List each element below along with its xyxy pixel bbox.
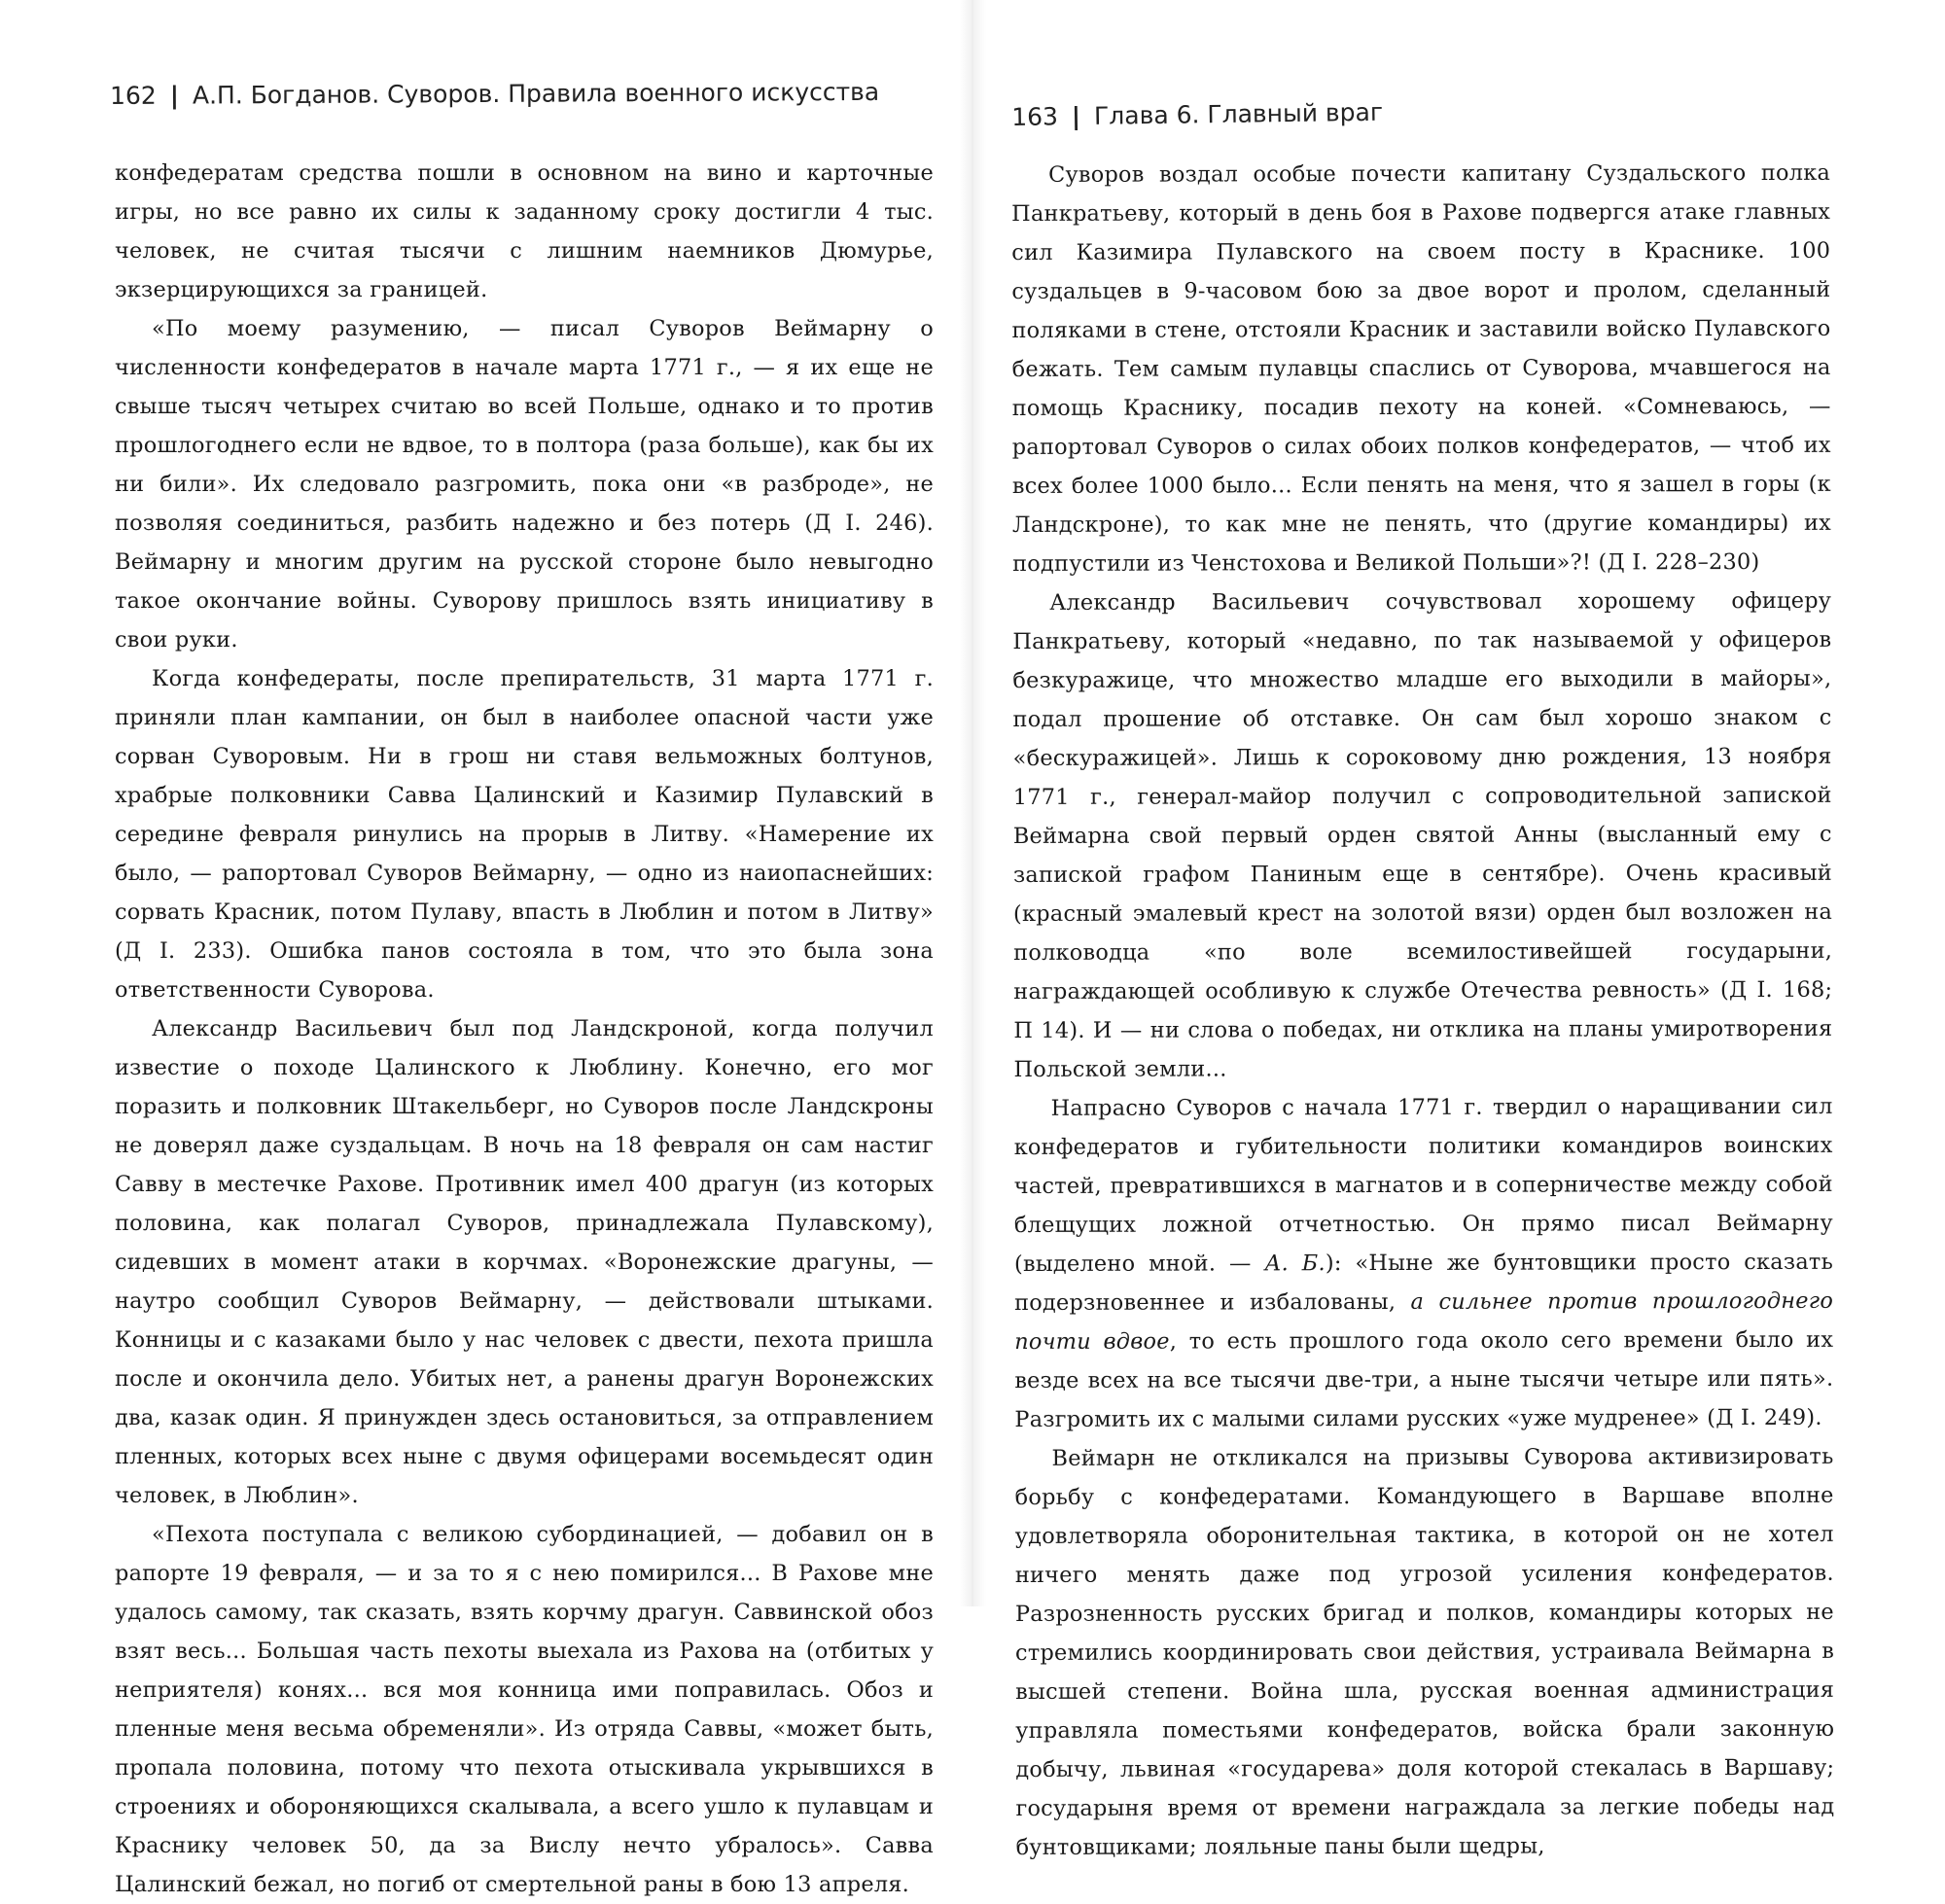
running-title: Глава 6. Главный враг	[1093, 97, 1384, 130]
emphasized-quote: а сильнее против прошлогоднего почти вдвое	[1014, 1287, 1834, 1355]
paragraph: Когда конфедераты, после препирательств, 31 марта 1771 г. приняли план кампании, он был в наиболее опасной части уже сорван Суворовым. Ни в грош ни ставя вельможных болтунов, храбрые полковники Савва Цалинский и Казимир Пулавский в середине февраля ринулись на прорыв в Литву. «Намерение их было, — рапортовал Суворов Веймарну, — одно из наиопаснейших: сорвать Красник, потом Пулаву, впасть в Люблин и потом в Литву» (Д I. 233). Ошибка панов состояла в том, что это была зона ответственности Суворова.	[115, 666, 934, 1003]
paragraph: Веймарн не откликался на призывы Суворова активизировать борьбу с конфедератами. Командующего в Варшаве вполне удовлетворяла оборонительная тактика, в которой он не хотел ничего менять даже под угрозой усиления конфедератов. Разрозненность русских бригад и полков, командиры которых не стремились координировать свои действия, устраивала Веймарна в высшей степени. Война шла, русская военная администрация управляла поместьями конфедератов, войска брали законную добычу, львиная «государева» доля которой стекалась в Варшаву; государыня время от времени награждала за легкие победы над бунтовщиками; лояльные паны были щедры,	[1014, 1443, 1835, 1860]
text-run: ): «Ныне же бунтовщики просто сказать подерзновеннее и избалованы,	[1014, 1249, 1834, 1316]
author-initials: А. Б.	[1264, 1251, 1326, 1277]
paragraph: «По моему разумению, — писал Суворов Веймарну о численности конфедератов в начале марта 1771 г., — я их еще не свыше тысяч четырех считаю во всей Польше, однако и то против прошлогоднего если не вдвое, то в полтора (раза больше), как бы их ни били». Их следовало разгромить, пока они «в разброде», не позволяя соединиться, разбить надежно и без потерь (Д I. 246). Веймарну и многим другим на русской стороне было невыгодно такое окончание войны. Суворову пришлось взять инициативу в свои руки.	[115, 316, 934, 652]
paragraph: Александр Васильевич сочувствовал хорошему офицеру Панкратьеву, который «недавно, по так называемой у офицеров безкуражице, что множество младше его выходили в майоры», подал прошение об отставке. Он сам был хорошо знаком с «бескуражицей». Лишь к сороковому дню рождения, 13 ноября 1771 г., генерал-майор получил с сопроводительной запиской Веймарна свой первый орден святой Анны (высланный ему с запиской графом Паниным еще в сентябре). Очень красивый (красный эмалевый крест на золотой вязи) орден был возложен на полководца «по воле всемилостивейшей государыни, награждающей особливую к службе Отечества ревность» (Д I. 168; П 14). И — ни слова о победах, ни отклика на планы умиротворения Польской земли...	[1012, 587, 1833, 1082]
header-separator: |	[1071, 102, 1081, 131]
running-title: А.П. Богданов. Суворов. Правила военного искусства	[192, 77, 880, 110]
page-number: 162	[110, 81, 157, 110]
paragraph: Александр Васильевич был под Ландскроной, когда получил известие о походе Цалинского к Люблину. Конечно, его мог поразить и полковник Штакельберг, но Суворов после Ландскроны не доверял даже суздальцам. В ночь на 18 февраля он сам настиг Савву в местечке Рахове. Противник имел 400 драгун (из которых половина, как полагал Суворов, принадлежала Пулавскому), сидевших в момент атаки в корчмах. «Воронежские драгуны, — наутро сообщил Суворов Веймарну, — действовали штыками. Конницы и с казаками было у нас человек с двести, пехота пришла после и окончила дело. Убитых нет, а ранены драгун Воронежских два, казак один. Я принужден здесь остановиться, за отправлением пленных, которых всех ныне с двумя офицерами восемьдесят один человек, в Люблин».	[115, 1016, 934, 1508]
page-number: 163	[1011, 102, 1059, 131]
text-run: , то есть прошлого года около сего времени было их везде всех на все тысячи две-три, а ныне тысячи четыре или пять». Разгромить их с малыми силами русских «уже мудренее» (Д I. 249).	[1014, 1326, 1834, 1432]
header-separator: |	[169, 81, 180, 110]
right-page	[972, 0, 1945, 1860]
paragraph: «Пехота поступала с великою субординацией, — добавил он в рапорте 19 февраля, — и за то я с нею помирился... В Рахове мне удалось самому, так сказать, взять корчму драгун. Саввинской обоз взят весь... Большая часть пехоты выехала из Рахова на (отбитых у неприятеля) конях... вся моя конница ими поправилась. Обоз и пленные меня весьма обременяли». Из отряда Саввы, «может быть, пропала половина, потому что пехота отыскивала укрывшихся в строениях и обороняющихся скалывала, а всего ушло к пулавцам и Краснику человек 50, да за Вислу нечто убралось». Савва Цалинский бежал, но погиб от смертельной раны в бою 13 апреля.	[115, 1522, 934, 1897]
right-running-head	[1011, 98, 1383, 131]
paragraph: конфедератам средства пошли в основном на вино и карточные игры, но все равно их силы к заданному сроку достигли 4 тыс. человек, не считая тысячи с лишним наемников Дюмурье, экзерцирующихся за границей.	[115, 160, 934, 302]
paragraph: Суворов воздал особые почести капитану Суздальского полка Панкратьеву, который в день боя в Рахове подвергся атаке главных сил Казимира Пулавского на своем посту в Краснике. 100 суздальцев в 9-часовом бою за двое ворот и пролом, сделанный поляками в стене, отстояли Красник и заставили войско Пулавского бежать. Тем самым пулавцы спаслись от Суворова, мчавшегося на помощь Краснику, посадив пехоту на коней. «Сомневаюсь, — рапортовал Суворов о силах обоих полков конфедератов, — чтоб их всех более 1000 было... Если пенять на меня, что я зашел в горы (к Ландскроне), то как мне не пенять, что (другие командиры) их подпустили из Ченстохова и Великой Польши»?! (Д I. 228–230)	[1011, 159, 1832, 577]
right-text-column	[1011, 154, 1835, 1867]
left-running-head	[110, 78, 879, 110]
left-page	[0, 0, 972, 1897]
text-run: Напрасно Суворов с начала 1771 г. твердил о наращивании сил конфедератов и губительности политики командиров воинских частей, превратившихся в магнатов и в соперничестве между собой блещущих ложной отчетностью. Он прямо писал Веймарну (выделено мной. —	[1013, 1093, 1833, 1277]
paragraph	[1014, 1087, 1834, 1439]
left-text-column	[115, 154, 934, 1904]
